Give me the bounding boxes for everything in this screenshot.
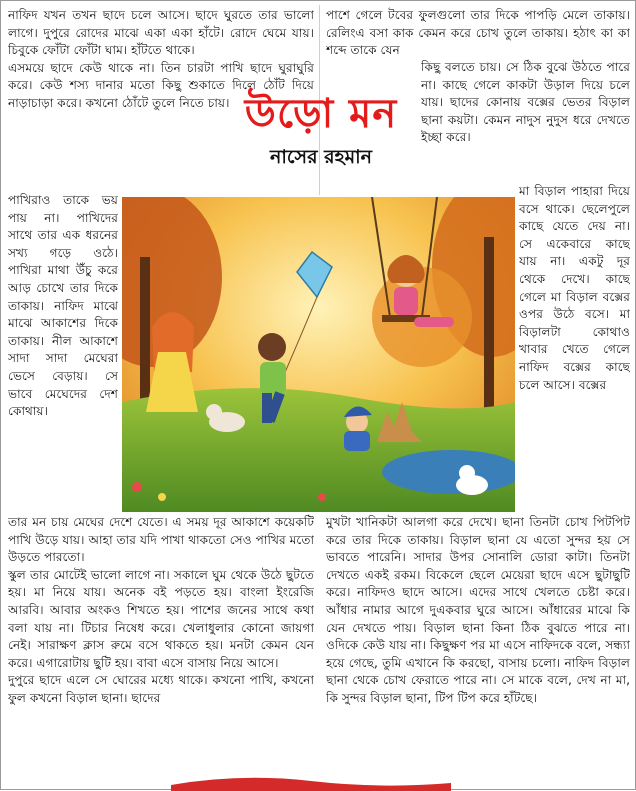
paragraph: এসময়ে ছাদে কেউ থাকে না। তিন চারটা পাখি ছাদে ঘুরাঘুরি করে। কেউ শস্য দানার মতো কিছু শুকাতে দিলে ঠোঁট দিয়ে নাড়াচাড়া করে। কখনো ঠোঁটে তুলে নিতে চায়। (8, 60, 314, 110)
paragraph: পাশে গেলে টবের ফুলগুলো তার দিকে পাপড়ি মেলে তাকায়। রেলিংএ বসা কাক কেমন করে চোখ তুলে তাকায়। হঠাৎ কা কা শব্দে তাকে যেন (326, 8, 630, 58)
left-column-bottom-text (8, 514, 314, 768)
paragraph: কিছু বলতে চায়। সে ঠিক বুঝে উঠতে পারে না। কাছে গেলে কাকটা উড়াল দিয়ে চলে যায়। ছাদের কোনায় বক্সের ভেতর বিড়াল ছানা কয়টা। কেমন নাদুস নুদুস ধরে দেখতে ইচ্ছা করে। (421, 60, 630, 145)
right-column-bottom-text (326, 514, 630, 768)
right-column-top-text (326, 7, 630, 63)
paragraph: দুপুরে ছাদে এলে সে ঘোরের মধ্যে থাকে। কখনো পাখি, কখনো ফুল কখনো বিড়াল ছানা। ছাদের (8, 673, 314, 705)
footer-brush-decoration (161, 771, 461, 791)
article-author: নাসের রহমান (270, 146, 372, 168)
left-column-side-text (8, 192, 118, 512)
children-playing-illustration (122, 197, 515, 512)
story-illustration (122, 197, 515, 512)
paragraph: নাফিদ যখন তখন ছাদে চলে আসে। ছাদে ঘুরতে তার ভালো লাগে। দুপুরে রোদের মাঝে একা একা হাঁটে। রোদে ঘেমে যায়। চিবুকে ফোঁটা ফোঁটা ঘাম। হাঁটতে থাকে। (8, 8, 314, 58)
paragraph: মুখটা খানিকটা আলগা করে দেখে। ছানা তিনটা চোখ পিটপিট করে তার দিকে তাকায়। বিড়াল ছানা যে এতো সুন্দর হয় সে ভাবতে পারেনি। সাদার উপর সোনালি ডোরা কাটা। তিনটা দেখতে একই রকম। বিকেলে ছেলে মেয়েরা ছাদে এসে ছুটাছুটি করে। নাফিদও ছাদে আসে। এদের সাথে খেলতে চেষ্টা করে। আঁধার নামার আগে দুএকবার ঘুরে আসে। আঁধারের মাঝে কি যেন দেখতে পায়। বিড়াল ছানা কিনা ঠিক বুঝতে পারে না। ওদিকে কেউ যায় না। কিছুক্ষণ পর মা এসে নাফিদকে বলে, সন্ধ্যা হয়ে গেছে, তুমি এখানে কি করছো, বাসায় চলো। নাফিদ বিড়াল ছানা থেকে চোখ ফেরাতে পারে না। সে মাকে বলে, দেখ না মা, কি সুন্দর বিড়াল ছানা, টিপ টিপ করে হাঁটছে। (326, 515, 630, 705)
article-title: উড়ো মন (244, 90, 398, 137)
paragraph: স্কুল তার মোটেই ভালো লাগে না। সকালে ঘুম থেকে উঠে ছুটতে হয়। মা নিয়ে যায়। অনেক বই পড়তে হয়। বাংলা ইংরেজি আরবি। আবার অংকও শিখতে হয়। পাশের জনের সাথে কথা বলা যায় না। টিচার নিষেধ করে। খেলাধুলার কোনো জায়গা নেই। সারাক্ষণ ক্লাস রুমে বসে থাকতে হয়। মনটা কেমন যেন করে। এগারোটায় ছুটি হয়। বাবা এসে বাসায় নিয়ে আসে। (8, 567, 314, 670)
right-column-upper-text (421, 59, 630, 197)
paragraph: মা বিড়াল পাহারা দিয়ে বসে থাকে। ছেলেপুলে কাছে যেতে দেয় না। সে একেবারে কাছে যায় না। একটু দূর থেকে দেখে। কাছে গেলে মা বিড়াল বক্সের ওপর উঠে বসে। মা বিড়ালটা কোথাও খাবার খেতে গেলে নাফিদ বক্সের কাছে চলে আসে। বক্সের (519, 184, 630, 392)
paragraph: পাখিরাও তাকে ভয় পায় না। পাখিদের সাথে তার এক ধরনের সখ্য গড়ে ওঠে। পাখিরা মাথা উঁচু করে আড় চোখে তার দিকে তাকায়। নাফিদ মাঝে মাঝে আকাশের দিকে তাকায়। নীল আকাশে সাদা সাদা মেঘেরা ভেসে বেড়ায়। সে ভাবে মেঘেদের দেশ কোথায়। (8, 193, 118, 419)
right-column-side-text (519, 183, 630, 511)
paragraph: তার মন চায় মেঘের দেশে যেতে। এ সময় দূর আকাশে কয়েকটি পাখি উড়ে যায়। আহা তার যদি পাখা থাকতো সেও পাখির মতো উড়তে পারতো। (8, 515, 314, 565)
